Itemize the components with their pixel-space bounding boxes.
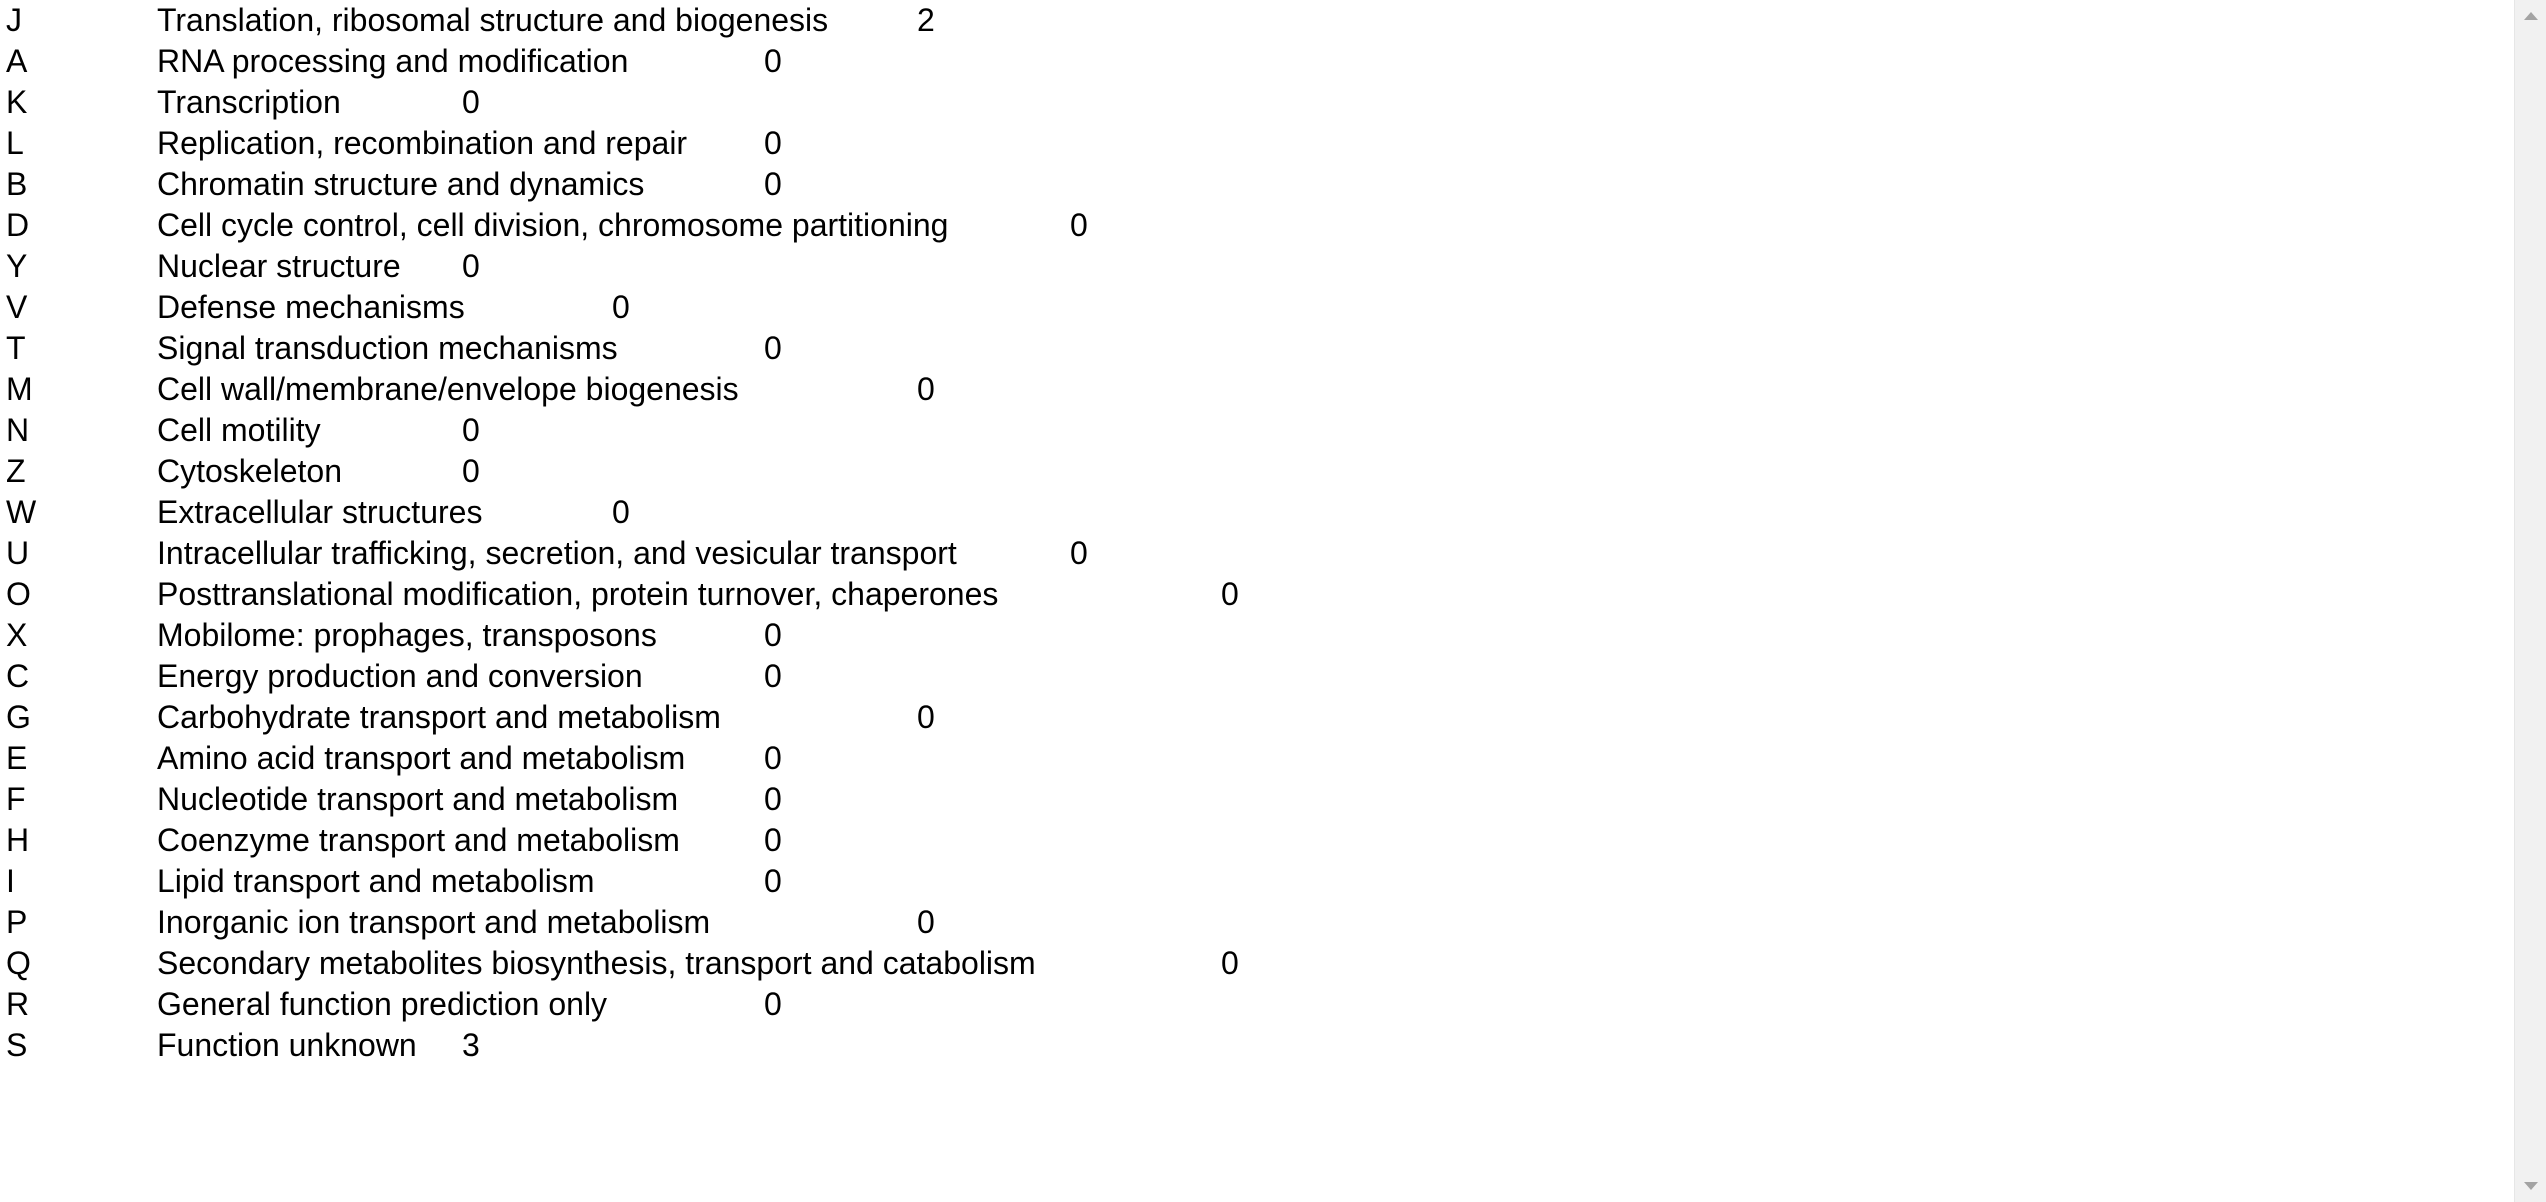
category-count: 0 <box>462 248 480 284</box>
category-description: Amino acid transport and metabolism <box>157 740 686 776</box>
list-item <box>0 492 1400 533</box>
vertical-scrollbar[interactable] <box>2514 0 2546 1202</box>
category-code: P <box>6 904 28 940</box>
list-item <box>0 164 1400 205</box>
category-description: Signal transduction mechanisms <box>157 330 618 366</box>
list-item <box>0 656 1400 697</box>
category-description: General function prediction only <box>157 986 608 1022</box>
list-item <box>0 738 1400 779</box>
category-description: Lipid transport and metabolism <box>157 863 595 899</box>
category-code: L <box>6 125 24 161</box>
category-description: Function unknown <box>157 1027 417 1063</box>
category-description: Mobilome: prophages, transposons <box>157 617 657 653</box>
category-count: 0 <box>764 822 782 858</box>
category-code: Y <box>6 248 28 284</box>
category-count: 0 <box>764 43 782 79</box>
list-item <box>0 41 1400 82</box>
chevron-down-icon <box>2524 1182 2538 1190</box>
category-code: V <box>6 289 28 325</box>
list-item <box>0 82 1400 123</box>
category-description: Inorganic ion transport and metabolism <box>157 904 711 940</box>
category-code: W <box>6 494 37 530</box>
category-count: 0 <box>462 84 480 120</box>
list-item <box>0 574 1400 615</box>
category-code: Q <box>6 945 31 981</box>
list-item <box>0 779 1400 820</box>
scroll-down-button[interactable] <box>2515 1170 2546 1202</box>
category-code: A <box>6 43 28 79</box>
category-description: Carbohydrate transport and metabolism <box>157 699 721 735</box>
category-code: M <box>6 371 33 407</box>
category-code: O <box>6 576 31 612</box>
category-count: 2 <box>917 2 935 38</box>
category-description: Energy production and conversion <box>157 658 643 694</box>
category-description: Extracellular structures <box>157 494 483 530</box>
list-item <box>0 943 1400 984</box>
list-item <box>0 205 1400 246</box>
cog-category-list <box>0 0 1400 1066</box>
category-code: S <box>6 1027 28 1063</box>
category-code: F <box>6 781 26 817</box>
list-item <box>0 410 1400 451</box>
list-item <box>0 287 1400 328</box>
category-count: 0 <box>764 863 782 899</box>
category-code: K <box>6 84 28 120</box>
category-code: D <box>6 207 30 243</box>
category-description: Cell motility <box>157 412 321 448</box>
list-item <box>0 1025 1400 1066</box>
category-description: Intracellular trafficking, secretion, and vesicular transport <box>157 535 957 571</box>
category-code: R <box>6 986 30 1022</box>
category-description: Coenzyme transport and metabolism <box>157 822 680 858</box>
category-code: G <box>6 699 31 735</box>
list-item <box>0 861 1400 902</box>
category-count: 3 <box>462 1027 480 1063</box>
list-item <box>0 123 1400 164</box>
category-count: 0 <box>764 658 782 694</box>
category-count: 0 <box>1070 535 1088 571</box>
category-description: RNA processing and modification <box>157 43 629 79</box>
category-description: Posttranslational modification, protein turnover, chaperones <box>157 576 999 612</box>
list-item <box>0 615 1400 656</box>
category-description: Translation, ribosomal structure and biogenesis <box>157 2 829 38</box>
list-item <box>0 451 1400 492</box>
category-count: 0 <box>1070 207 1088 243</box>
category-count: 0 <box>917 904 935 940</box>
category-code: B <box>6 166 28 202</box>
category-description: Secondary metabolites biosynthesis, transport and catabolism <box>157 945 1036 981</box>
category-code: I <box>6 863 15 899</box>
category-description: Replication, recombination and repair <box>157 125 688 161</box>
category-count: 0 <box>764 166 782 202</box>
category-count: 0 <box>1221 576 1239 612</box>
category-description: Nuclear structure <box>157 248 401 284</box>
category-description: Cell wall/membrane/envelope biogenesis <box>157 371 739 407</box>
category-code: T <box>6 330 26 366</box>
category-count: 0 <box>764 330 782 366</box>
category-code: N <box>6 412 30 448</box>
list-item <box>0 902 1400 943</box>
chevron-up-icon <box>2524 12 2538 20</box>
list-item <box>0 369 1400 410</box>
category-count: 0 <box>764 781 782 817</box>
list-item <box>0 533 1400 574</box>
category-description: Transcription <box>157 84 341 120</box>
list-item <box>0 984 1400 1025</box>
category-code: Z <box>6 453 26 489</box>
category-description: Cell cycle control, cell division, chromosome partitioning <box>157 207 949 243</box>
category-description: Nucleotide transport and metabolism <box>157 781 679 817</box>
list-item <box>0 820 1400 861</box>
category-code: U <box>6 535 30 571</box>
category-count: 0 <box>1221 945 1239 981</box>
category-description: Chromatin structure and dynamics <box>157 166 645 202</box>
category-description: Defense mechanisms <box>157 289 465 325</box>
category-count: 0 <box>764 125 782 161</box>
list-item <box>0 0 1400 41</box>
category-code: H <box>6 822 30 858</box>
category-count: 0 <box>764 740 782 776</box>
scroll-up-button[interactable] <box>2515 0 2546 32</box>
list-item <box>0 328 1400 369</box>
category-code: E <box>6 740 28 776</box>
category-count: 0 <box>462 453 480 489</box>
category-count: 0 <box>917 371 935 407</box>
category-code: J <box>6 2 22 38</box>
list-item <box>0 697 1400 738</box>
category-count: 0 <box>764 986 782 1022</box>
category-description: Cytoskeleton <box>157 453 342 489</box>
category-count: 0 <box>917 699 935 735</box>
category-count: 0 <box>612 289 630 325</box>
list-item <box>0 246 1400 287</box>
category-count: 0 <box>462 412 480 448</box>
category-count: 0 <box>612 494 630 530</box>
category-code: C <box>6 658 30 694</box>
category-count: 0 <box>764 617 782 653</box>
category-code: X <box>6 617 28 653</box>
